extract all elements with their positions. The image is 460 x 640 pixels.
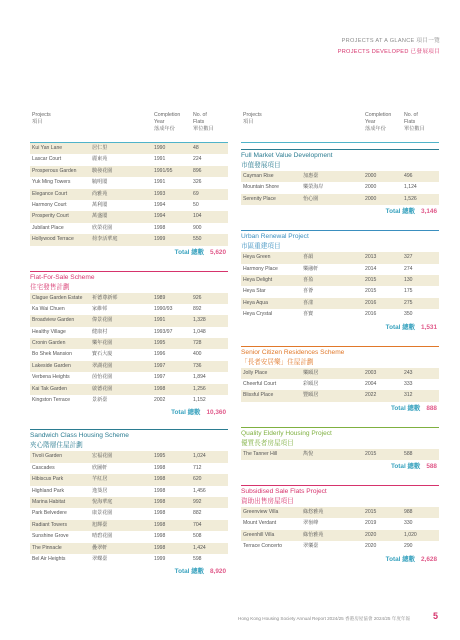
flat-count: 588 [404,450,413,457]
project-name-zh: 萬利閣 [92,201,108,208]
flat-count: 992 [193,498,202,505]
project-name-zh: 毓明閣 [92,179,108,186]
section-subheader: PROJECTS DEVELOPED 已發展項目 [337,49,440,55]
table-row [241,449,439,460]
project-name-en: Bo Shek Mansion [32,351,72,358]
project-name-en: Blissful Place [243,392,274,399]
table-row [241,286,439,297]
column-header [241,112,439,142]
project-name-zh: 豐頤居 [303,392,319,399]
completion-year: 2020 [365,543,377,550]
flat-count: 224 [193,156,202,163]
project-name-en: Prosperous Garden [32,167,77,174]
total-row [241,460,439,473]
project-name-zh: 疊翠軒 [92,544,108,551]
project-name-en: Mount Verdant [243,520,277,527]
table-row [30,223,228,234]
table-row [241,309,439,320]
project-name-zh: 尚雅苑 [92,190,108,197]
completion-year: 2015 [365,288,377,295]
flat-count: 1,124 [404,184,417,191]
total-label: Total 總數 [385,208,415,216]
project-name-en: Heya Star [243,288,266,295]
completion-year: 1996 [154,351,166,358]
flat-count: 736 [193,362,202,369]
flat-count: 1,152 [193,397,206,404]
table-row [30,189,228,200]
completion-year: 2014 [365,265,377,272]
project-name-zh: 喜韻 [303,254,314,261]
project-name-zh: 駿發花園 [92,167,113,174]
completion-year: 1998 [154,498,166,505]
table-row [30,554,228,565]
completion-year: 2016 [365,311,377,318]
project-name-en: Lascar Court [32,156,62,163]
total-value: 888 [426,404,437,412]
table-row [241,541,439,552]
full-market-title: Full Market Value Development 市值發展項目 [241,149,439,171]
section-header: PROJECTS AT A GLANCE 項目一覽 [341,38,440,44]
flats-header: No. of Flats 單位數目 [404,112,425,132]
project-name-en: Heya Green [243,254,271,261]
project-name-zh: 樂榮海岸 [303,184,324,191]
senior-citizen-title: Senior Citizen Residences Scheme 「長者安居樂」住屋計劃 [241,346,439,368]
project-name-zh: 啟德花園 [92,385,113,392]
project-name-en: Greenview Villa [243,509,279,516]
flat-count: 130 [404,276,413,283]
completion-year: 2000 [365,195,377,202]
total-value: 5,620 [210,248,226,256]
flat-count: 1,256 [193,385,206,392]
table-row [30,474,228,485]
project-name-en: Harmony Court [32,201,67,208]
footer-text: Hong Kong Housing Society Annual Report 2024/25 香港房屋協會 2024/25 年度年報 [238,616,411,621]
flat-count: 1,894 [193,374,206,381]
project-name-en: Broadview Garden [32,317,75,324]
project-name-zh: 彩頤居 [303,380,319,387]
completion-year: 1993/97 [154,328,173,335]
completion-year: 1998 [154,544,166,551]
total-value: 1,531 [421,323,437,331]
table-row [241,518,439,529]
project-name-zh: 喜盈 [303,276,314,283]
table-row [30,520,228,531]
table-row [241,298,439,309]
project-name-en: Radiant Towers [32,521,68,528]
flat-count: 1,048 [193,328,206,335]
completion-header: Completion Year 落成年份 [154,112,181,132]
total-label: Total 總數 [385,555,415,563]
table-row [241,379,439,390]
project-name-en: Healthy Village [32,328,66,335]
project-name-en: Jubilant Place [32,224,64,231]
project-name-en: Park Belvedere [32,510,67,517]
project-name-en: Cronin Garden [32,340,66,347]
total-label: Total 總數 [174,248,204,256]
completion-year: 1997 [154,362,166,369]
project-name-en: The Tanner Hill [243,450,278,457]
project-name-zh: 芊紅居 [92,476,108,483]
project-name-zh: 悅海華庭 [92,498,113,505]
project-name-zh: 家維邨 [92,305,108,312]
project-name-zh: 綠悠雅苑 [303,509,324,516]
completion-year: 1995 [154,453,166,460]
project-name-zh: 偉景花園 [92,317,113,324]
flat-count: 712 [193,464,202,471]
flat-count: 350 [404,311,413,318]
flat-for-sale-table [30,293,228,420]
completion-year: 2000 [365,184,377,191]
subsidised-title: Subsidised Sale Flats Project 資助出售房屋項目 [241,485,439,507]
flat-count: 327 [404,254,413,261]
project-name-zh: 樂融軒 [303,265,319,272]
flat-count: 882 [193,510,202,517]
left-column [30,112,228,578]
project-name-zh: 翠樂臺 [303,543,319,550]
projects-header: Projects 項目 [32,112,51,125]
table-row [30,497,228,508]
flat-count: 330 [404,520,413,527]
sandwich-table [30,451,228,578]
completion-year: 1998 [154,476,166,483]
project-name-zh: 喜漾 [303,299,314,306]
table-row [241,390,439,401]
project-name-en: Kui Yan Lane [32,145,63,151]
rental-table [30,143,228,259]
project-name-en: Marina Habitat [32,498,66,505]
project-name-en: Elegance Court [32,190,68,197]
project-name-en: Jolly Place [243,369,268,376]
total-label: Total 總數 [385,323,415,331]
completion-year: 1994 [154,201,166,208]
table-row [241,194,439,205]
completion-year: 2015 [365,276,377,283]
project-name-zh: 加惠臺 [303,173,319,179]
completion-year: 1998 [154,224,166,231]
project-name-zh: 欣榮花園 [92,224,113,231]
table-row [30,166,228,177]
total-row [30,246,228,259]
table-row [30,349,228,360]
total-row [241,553,439,566]
project-name-zh: 康景花園 [92,510,113,517]
flat-count: 104 [193,213,202,220]
project-name-en: Highland Park [32,487,64,494]
project-name-zh: 祈德尊新邨 [92,294,118,301]
project-name-en: Harmony Place [243,265,278,272]
flat-count: 508 [193,533,202,540]
table-row [30,211,228,222]
flat-count: 1,424 [193,544,206,551]
table-row [241,275,439,286]
flat-count: 1,020 [404,531,417,538]
total-value: 10,360 [206,409,226,417]
flat-count: 290 [404,543,413,550]
total-value: 2,628 [421,555,437,563]
flat-count: 175 [404,288,413,295]
flat-count: 274 [404,265,413,272]
project-name-zh: 喜薈 [303,288,314,295]
completion-year: 2022 [365,392,377,399]
project-name-zh: 樂頤居 [303,369,319,376]
flat-count: 598 [193,555,202,562]
completion-year: 1989 [154,294,166,301]
project-name-zh: 翠湖花園 [92,362,113,369]
completion-year: 1999 [154,555,166,562]
project-name-zh: 晴碧花園 [92,533,113,540]
flat-count: 1,328 [193,317,206,324]
table-row [30,177,228,188]
flat-count: 50 [193,201,199,208]
table-row [30,154,228,165]
project-name-zh: 寶石大廈 [92,351,113,358]
project-name-zh: 居仁里 [92,145,108,151]
total-label: Total 總數 [390,463,421,471]
table-row [241,171,439,182]
flat-count: 728 [193,340,202,347]
flat-count: 1,024 [193,453,206,460]
flat-count: 496 [404,173,413,179]
flat-count: 400 [193,351,202,358]
table-row [30,451,228,462]
completion-year: 1998 [154,464,166,471]
table-row [30,327,228,338]
completion-year: 1991 [154,179,166,186]
project-name-zh: 雋悅 [303,450,314,457]
project-name-en: Hibiscus Park [32,476,64,483]
flat-count: 620 [193,476,202,483]
table-row [30,486,228,497]
flat-count: 550 [193,236,202,243]
table-row [30,304,228,315]
project-name-zh: 喜寶 [303,311,314,318]
project-name-en: Ka Wai Chuen [32,305,65,312]
table-row [30,463,228,474]
project-name-en: Tivoli Garden [32,453,63,460]
flat-count: 1,456 [193,487,206,494]
flat-count: 326 [193,179,202,186]
flat-count: 900 [193,224,202,231]
project-name-en: Serenity Place [243,195,276,202]
completion-year: 1999 [154,236,166,243]
completion-year: 2004 [365,380,377,387]
project-name-en: Heya Crystal [243,311,273,318]
completion-year: 2015 [365,509,377,516]
completion-year: 1991 [154,317,166,324]
project-name-en: Sunshine Grove [32,533,69,540]
table-row [241,530,439,541]
project-name-en: Verbena Heights [32,374,70,381]
completion-year: 1998 [154,487,166,494]
quality-elderly-title: Quality Elderly Housing Project 優質長者房屋項目 [241,427,439,449]
flat-count: 333 [404,380,413,387]
flat-count: 243 [404,369,413,376]
total-label: Total 總數 [390,404,421,412]
project-name-en: Terrace Concerto [243,543,283,550]
project-name-zh: 欣圖軒 [92,464,108,471]
table-row [30,543,228,554]
project-name-en: Cayman Rise [243,173,274,179]
table-row [241,264,439,275]
project-name-zh: 健康村 [92,328,108,335]
senior-citizen-table [241,368,439,415]
project-name-en: The Pinnacle [32,544,62,551]
flats-header: No. of Flats 單位數目 [193,112,214,132]
project-name-zh: 逸葵居 [92,487,108,494]
completion-year: 2002 [154,397,166,404]
completion-year: 2000 [365,173,377,179]
completion-year: 1991 [154,156,166,163]
project-name-en: Bel Air Heights [32,555,66,562]
project-name-zh: 景新臺 [92,397,108,404]
project-name-en: Yuk Ming Towers [32,179,71,186]
completion-year: 1991/95 [154,167,173,174]
quality-elderly-table [241,449,439,473]
column-header [30,112,228,142]
table-row [30,508,228,519]
project-name-zh: 宏福花園 [92,453,113,460]
project-name-en: Greenhill Villa [243,531,275,538]
urban-renewal-table [241,252,439,333]
table-row [241,182,439,193]
project-name-en: Clague Garden Estate [32,294,83,301]
project-name-zh: 翠嶺峰 [303,520,319,527]
project-name-en: Hollywood Terrace [32,236,74,243]
completion-year: 1998 [154,533,166,540]
flat-count: 48 [193,145,199,151]
project-name-en: Kingston Terrace [32,397,71,404]
table-row [30,143,228,154]
flat-count: 704 [193,521,202,528]
flat-count: 892 [193,305,202,312]
total-value: 8,920 [210,568,226,576]
total-label: Total 總數 [171,409,201,417]
full-market-table [241,171,439,218]
flat-count: 988 [404,509,413,516]
table-row [30,372,228,383]
right-column [241,112,439,566]
project-name-en: Mountain Shore [243,184,279,191]
completion-header: Completion Year 落成年份 [365,112,392,132]
completion-year: 1998 [154,521,166,528]
total-value: 588 [426,463,437,471]
completion-year: 1990 [154,145,166,151]
completion-year: 1998 [154,385,166,392]
total-row [30,406,228,419]
project-name-zh: 萬盛閣 [92,213,108,220]
completion-year: 1998 [154,510,166,517]
project-name-zh: 麗東苑 [92,156,108,163]
completion-year: 1995 [154,340,166,347]
project-name-zh: 樂年花園 [92,340,113,347]
page-number: 5 [432,611,438,621]
completion-year: 2016 [365,299,377,306]
project-name-zh: 怡心園 [303,195,319,202]
completion-year: 2003 [365,369,377,376]
table-row [30,338,228,349]
total-row [241,321,439,334]
flat-count: 926 [193,294,202,301]
flat-count: 312 [404,392,413,399]
project-name-zh: 茵怡花園 [92,374,113,381]
sandwich-title: Sandwich Class Housing Scheme 夾心階層住屋計劃 [30,429,228,451]
project-name-en: Kai Tak Garden [32,385,68,392]
completion-year: 1994 [154,213,166,220]
table-row [241,252,439,263]
project-name-en: Cascades [32,464,55,471]
subsidised-table [241,507,439,566]
completion-year: 1990/93 [154,305,173,312]
completion-year: 1993 [154,190,166,197]
project-name-zh: 綠怡雅苑 [303,531,324,538]
table-row [30,531,228,542]
table-row [30,234,228,245]
table-row [30,200,228,211]
table-row [241,368,439,379]
flat-count: 275 [404,299,413,306]
total-row [241,402,439,415]
table-row [30,384,228,395]
table-row [30,293,228,304]
total-row [30,565,228,578]
completion-year: 2019 [365,520,377,527]
project-name-en: Cheerful Court [243,380,277,387]
table-row [30,395,228,406]
total-label: Total 總數 [174,568,204,576]
table-row [241,507,439,518]
table-row [30,361,228,372]
project-name-zh: 旭輝臺 [92,521,108,528]
flat-count: 69 [193,190,199,197]
completion-year: 1997 [154,374,166,381]
project-name-en: Heya Aqua [243,299,268,306]
flat-count: 896 [193,167,202,174]
project-name-zh: 翠蝶臺 [92,555,108,562]
projects-header: Projects 項目 [243,112,262,125]
urban-renewal-title: Urban Renewal Project 市區重建項目 [241,230,439,252]
table-row [30,315,228,326]
flat-count: 1,526 [404,195,417,202]
flat-for-sale-title: Flat-For-Sale Scheme 住宅發售計劃 [30,271,228,293]
total-row [241,205,439,218]
project-name-zh: 荷李活華庭 [92,236,118,243]
project-name-en: Heya Delight [243,276,273,283]
completion-year: 2020 [365,531,377,538]
completion-year: 2013 [365,254,377,261]
project-name-en: Lakeside Garden [32,362,71,369]
project-name-en: Prosperity Court [32,213,69,220]
completion-year: 2015 [365,450,377,457]
total-value: 3,146 [421,208,437,216]
